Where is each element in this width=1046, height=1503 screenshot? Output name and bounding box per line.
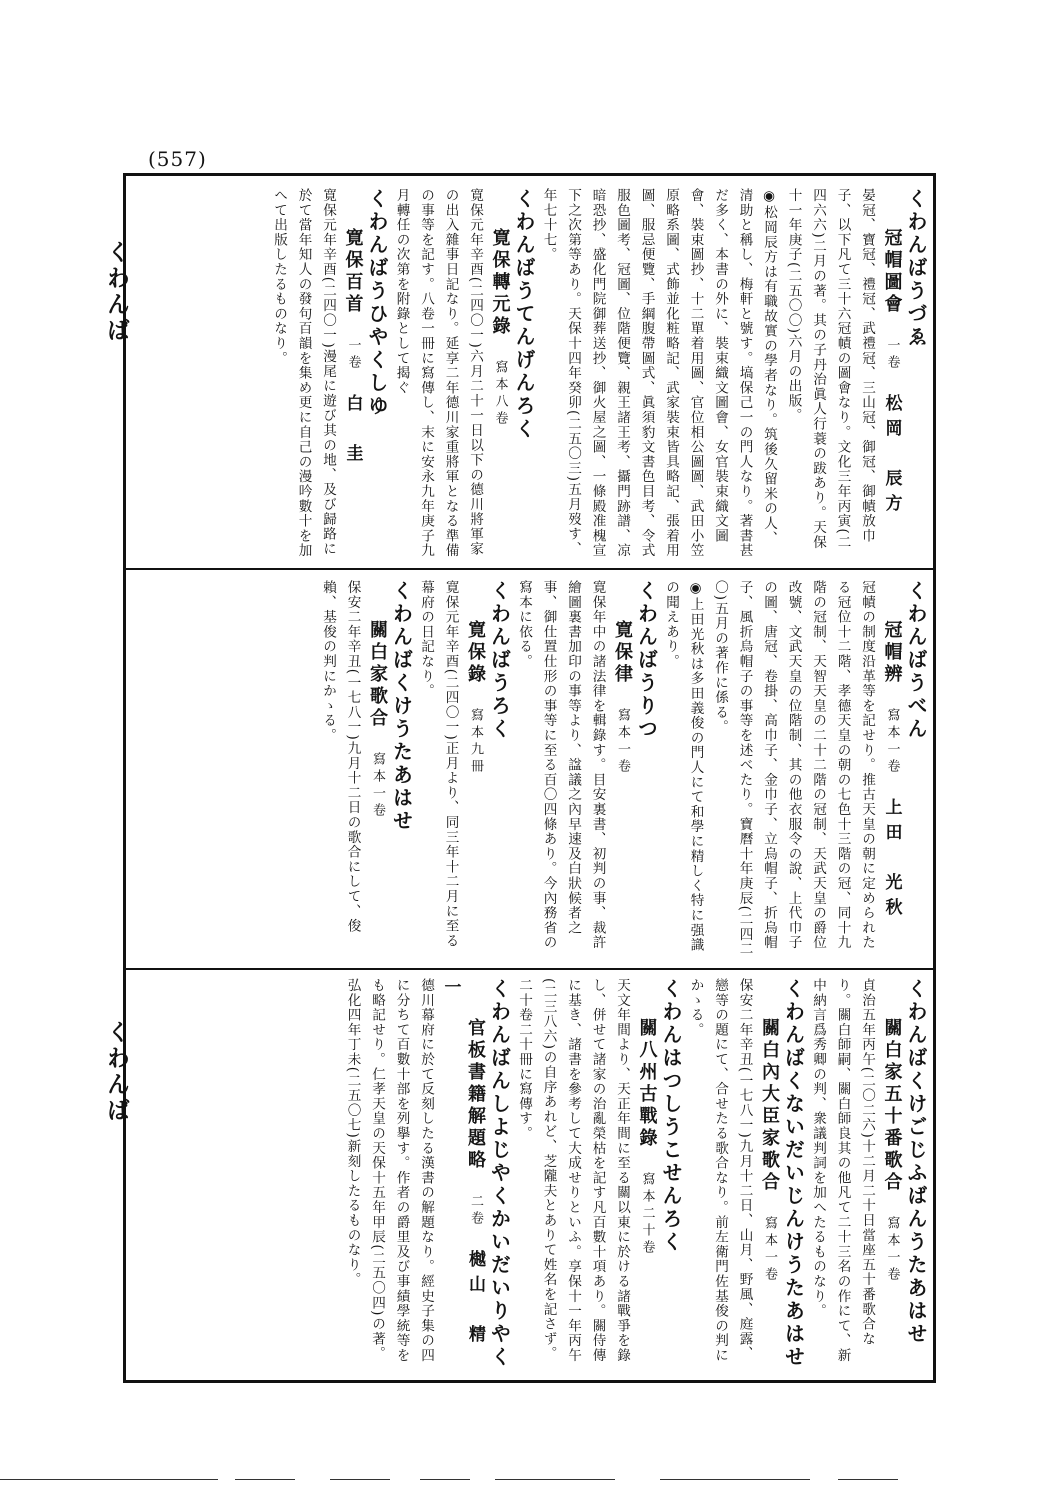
entry-author: 白 圭 <box>342 394 363 469</box>
entry-heading: くわんばくけうたあはせ <box>389 580 414 833</box>
margin-label: くわんば <box>103 240 130 344</box>
entry-volume: 寫本八卷 <box>492 360 508 428</box>
middle-tier <box>136 580 928 958</box>
entry-title: 關八州古戰錄 <box>636 1018 658 1150</box>
bottom-tier <box>136 978 928 1374</box>
entry-body: 寛保元年辛酉(二四〇一)正月より、同三年十二月に至る幕府の日記なり。 <box>418 580 459 949</box>
entry <box>536 188 928 560</box>
entry-body: 寛保年中の諸法律を輯錄す。目安裏書、初判の事、裁許繪圖裏書加印の事等より、諡議之內早速及白狀候者之事、御仕置仕形の事等に至る百〇四條あり。今內務省の寫本に依る。 <box>516 580 606 950</box>
entry-volume: 寫本一卷 <box>884 1216 900 1284</box>
entry-body: 貞治五年丙午(二〇二六)十二月二十日當座五十番歌合なり。關白師嗣、關白師良其の他凡て二十三名の作にて、新中納言爲秀卿の判、衆議判詞を加へたるものなり。 <box>810 978 875 1363</box>
entry-heading: くわんばうづゑ <box>904 188 928 349</box>
entry <box>267 188 390 560</box>
entry <box>512 978 684 1374</box>
footer-rule <box>420 1479 470 1480</box>
entry <box>414 580 512 958</box>
entry-volume: 二卷 <box>468 1194 483 1228</box>
entry-title: 冠帽辨 <box>881 620 903 686</box>
footer-rule <box>660 1479 810 1480</box>
entry <box>659 580 929 958</box>
tier-divider <box>126 568 933 570</box>
entry-title: 寛保轉元錄 <box>489 228 511 338</box>
entry-volume: 寫本一卷 <box>615 708 630 776</box>
entry-author: 上田 光秋 <box>881 798 902 923</box>
entry-body: 冠幘の制度沿革等を記せり。推古天皇の朝に定められたる冠位十二階、孝德天皇の朝の七色十三階の冠、同十九階の冠制、天智天皇の二十二階の冠制、天武天皇の爵位改號、文武天皇の位階制、其の他衣服令の說、上代巾子の圖、唐冠、卷掛、高巾子、金巾子、立烏帽子、折烏帽子、風折烏帽子の事等を述べたり。寶曆十年庚辰(二四二〇)五月の著作に係る。 <box>712 580 875 957</box>
entry-body: 德川幕府に於て反刻したる漢書の解題なり。經史子集の四に分ちて百數十部を列擧す。作者の爵里及び事績學統等をも略記せり。仁孝天皇の天保十五年甲辰(二五〇四)の著。弘化四年丁未(二五〇七)新刻したるものなり。 <box>344 978 434 1363</box>
entry-body: 保安二年辛丑(一七八一)九月十二日の歌合にして、俊賴、基俊の判にかゝる。 <box>320 580 361 934</box>
entry-volume: 一卷 <box>884 338 900 372</box>
entry-body: 寛保元年辛酉(二四〇一)六月二十一日以下の德川將軍家の出入雜事日記なり。延享二年德川家重將軍となる準備の事等を記す。八卷一冊に寫傳し、末に安永九年庚子九月轉任の次第を附錄として揭ぐ <box>393 188 483 558</box>
footer-rule <box>495 1479 615 1480</box>
entry-body: ◉松岡辰方は有職故實の學者なり。筑後久留米の人、清助と稱し、梅軒と號す。塙保己一の門人なり。著書甚だ多く、本書の外に、裝束織文圖會、女官裝束織文圖會、裝束圖抄、十二單着用圖、官位相公圖圖、武田小笠原略系圖、式飾並化粧略記、武家裝束皆具略記、張着用圖、服忌便覽、手綱腹帶圖式、眞須豹文書色目考、令式服色圖考、冠圖、位階便覽、親王諸王考、攝門跡譜、凉暗恐抄、盛化門院御葬送抄、御火屋之圖、一條殿准槐宣下之次第等あり。天保十四年癸卯(二五〇三)五月歿す、年七十七。 <box>540 188 777 558</box>
entry-heading: くわんばんしよじやくかいだいりやく <box>487 978 512 1369</box>
entry-heading: くわんばくないだいじんけうたあはせ <box>781 978 806 1369</box>
footer-rule <box>235 1479 295 1480</box>
entry-title: 關白家五十番歌合 <box>881 1018 903 1194</box>
footer-rule <box>330 1479 390 1480</box>
entry-title: 寛保錄 <box>465 620 486 686</box>
entry-heading: くわんばうろく <box>487 580 512 741</box>
dictionary-page-frame <box>123 173 936 1383</box>
entry-volume: 寫本一卷 <box>762 1216 777 1284</box>
top-tier <box>136 188 928 560</box>
entry-body: 寛保元年辛酉(二四〇一)漫尾に遊び其の地、及び歸路に於て當年知人の發句百韻を集め更に自己の漫吟數十を加へて出版したるものなり。 <box>271 188 336 558</box>
entry-body: 保安二年辛丑(一七八一)九月十二日、山月、野風、庭露、戀等の題にて、合せたる歌合なり。前左衛門佐基俊の判にかゝる。 <box>687 978 753 1363</box>
entry-heading: くわんはつしうこせんろく <box>659 978 683 1254</box>
entry-body: ◉上田光秋は多田義俊の門人にて和學に精しく特に强識の聞えあり。 <box>663 580 704 953</box>
entry-heading: くわんばうべん <box>904 580 928 741</box>
entry-title: 官板書籍解題略 <box>465 1018 486 1172</box>
entry-volume: 寫本一卷 <box>884 708 900 776</box>
entry <box>340 978 512 1374</box>
entry-title: 關白家歌合 <box>367 620 388 730</box>
entry-heading: くわんばくけごじふばんうたあはせ <box>904 978 928 1346</box>
footer-rule <box>838 1479 898 1480</box>
entry-title: 寛保律 <box>612 620 633 686</box>
entry-volume: 寫本二十卷 <box>639 1172 655 1257</box>
entry-heading: くわんばうひやくしゆ <box>365 188 389 418</box>
entry <box>512 580 659 958</box>
entry-title: 冠帽圖會 <box>881 228 903 316</box>
entry-volume: 寫本一卷 <box>370 752 385 820</box>
entry-author: 松岡 辰方 <box>881 394 902 519</box>
entry <box>683 978 806 1374</box>
entry <box>806 978 929 1374</box>
entry-body: 天文年間より、天正年間に至る關以東に於ける諸戰爭を錄し、併せて諸家の治亂榮枯を記す凡百數十項あり。關侍傳に基き、諸書を參考して大成せりといふ。享保十一年丙午(二三八六)の自序あれど、芝隴夫とありて姓名を記さず。二十卷二十冊に寫傳す。 <box>516 978 630 1363</box>
entry-title: 關白內大臣家歌合 <box>759 1018 780 1194</box>
entry-volume: 寫本九冊 <box>468 708 483 776</box>
entry-heading: くわんばうてんげんろく <box>512 188 536 441</box>
page-number: (557) <box>148 147 207 171</box>
entry-title: 寛保百首 <box>342 228 364 316</box>
entry-volume: 一卷 <box>345 338 361 372</box>
entry-body: 晏冠、寶冠、禮冠、武禮冠、三山冠、御冠、御幘放巾子、以下凡て三十六冠幘の圖會なり。文化三年丙寅(二四六六)二月の著。其の子丹治眞人行蓑の跋あり。天保十一年庚子(二五〇〇)六月の出版。 <box>785 188 875 550</box>
entry-author: 樾山 精一 <box>440 978 485 1350</box>
margin-label-lower: くわんば <box>103 1020 130 1124</box>
entry-heading: くわんばうりつ <box>634 580 659 741</box>
entry <box>316 580 414 958</box>
footer-rule <box>0 1479 218 1480</box>
entry <box>389 188 536 560</box>
tier-divider <box>126 968 933 970</box>
